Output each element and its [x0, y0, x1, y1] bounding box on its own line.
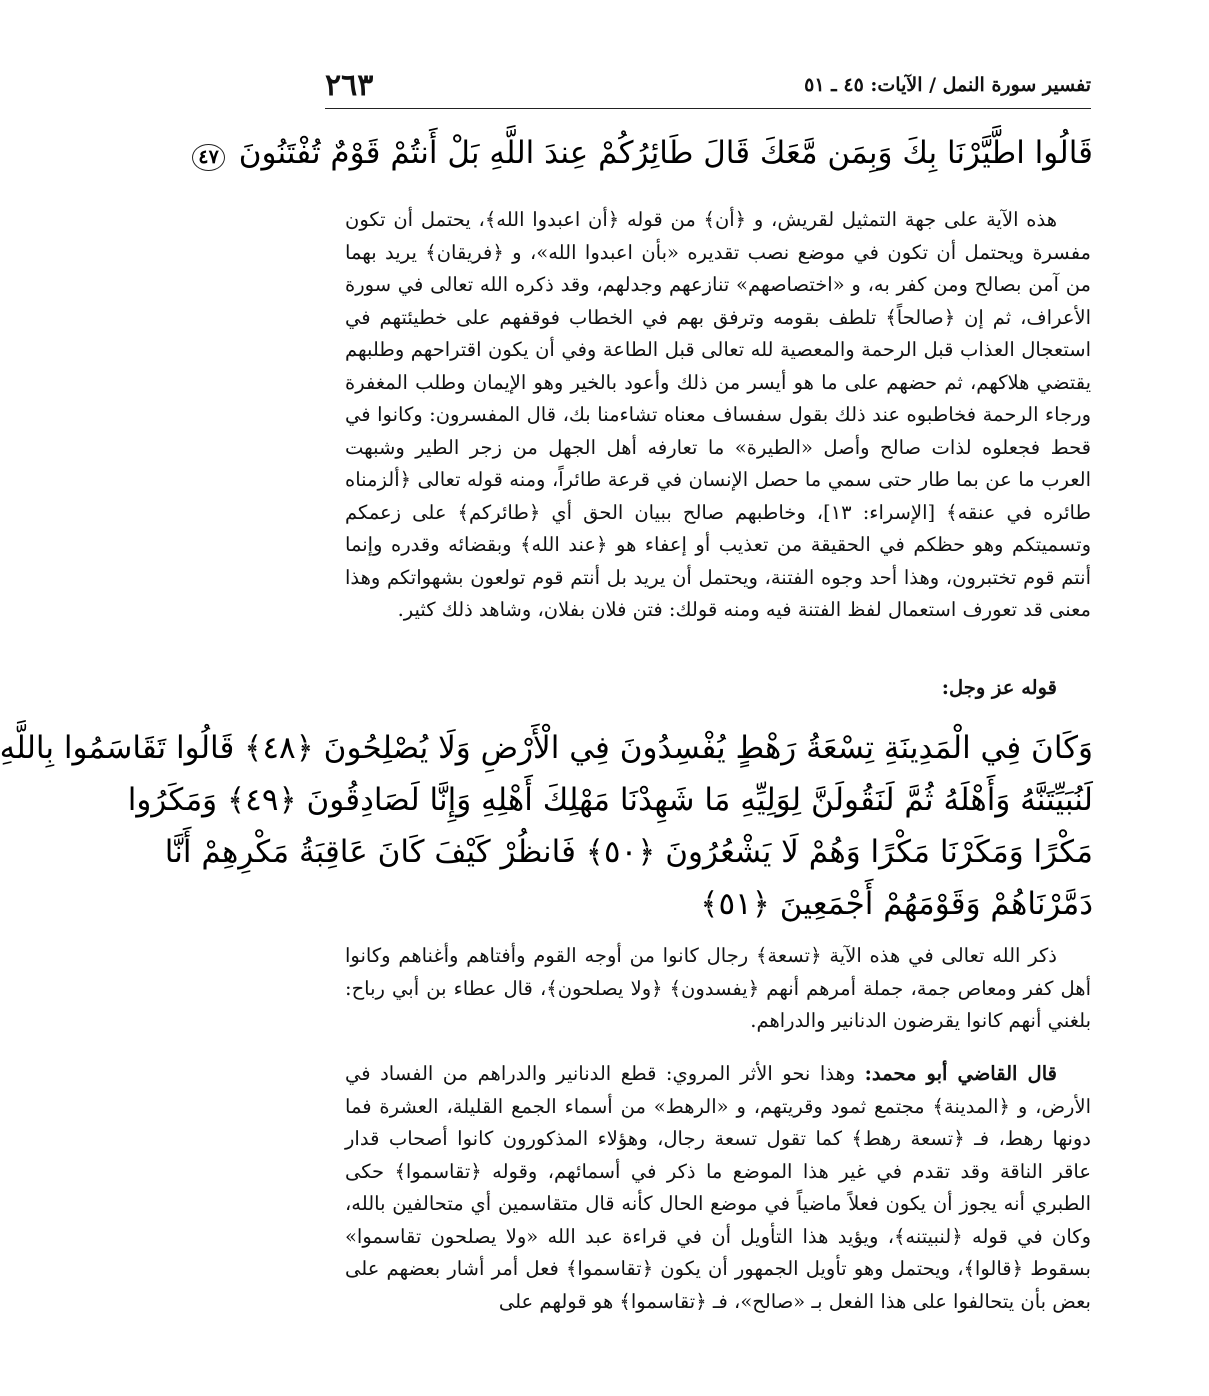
paragraph-text: وهذا نحو الأثر المروي: قطع الدنانير والدراهم من الفساد في الأرض، و ﴿المدينة﴾ مجتمع ثمود وقريتهم، و «الرهط» من أسماء الجمع القليلة، العشرة فما دونها رهط، فـ ﴿تسعة رهط﴾ كما تقول تسعة رجال، وهؤلاء المذكورون كانوا أصحاب قدار عاقر الناقة وقد تقدم في غير هذا الموضع ما ذكر في أسمائهم، وقوله ﴿تقاسموا﴾ حكى الطبري أنه يجوز أن يكون فعلاً ماضياً في موضع الحال كأنه قال متقاسمين أي متحالفين بالله، وكان في قوله ﴿لنبيتنه﴾، ويؤيد هذا التأويل أن في قراءة عبد الله «ولا يصلحون تقاسموا» بسقوط ﴿قالوا﴾، ويحتمل وهو تأويل الجمهور أن يكون ﴿تقاسموا﴾ فعل أمر أشار بعضهم على بعض بأن يتحالفوا على هذا الفعل بـ «صالح»، فـ ﴿تقاسموا﴾ هو قولهم على	[345, 1062, 1091, 1313]
verse-text: قَالُوا اطَّيَّرْنَا بِكَ وَبِمَن مَّعَكَ قَالَ طَائِرُكُمْ عِندَ اللَّهِ بَلْ أَنتُمْ قَوْمٌ تُفْتَنُونَ	[238, 135, 1093, 171]
speaker-label: قال القاضي أبو محمد:	[864, 1062, 1057, 1085]
verse-number-marker: ٤٧	[192, 144, 225, 171]
verse-line: دَمَّرْنَاهُمْ وَقَوْمَهُمْ أَجْمَعِينَ ﴿٥١﴾	[700, 886, 1093, 922]
page-header	[325, 68, 1091, 109]
section-intro: قوله عز وجل:	[941, 676, 1057, 699]
commentary-paragraph: هذه الآية على جهة التمثيل لقريش، و ﴿أن﴾ من قوله ﴿أن اعبدوا الله﴾، يحتمل أن تكون مفسرة ويحتمل أن تكون في موضع نصب تقديره «بأن اعبدوا الله»، و ﴿فريقان﴾ يريد بهما من آمن بصالح ومن كفر به، و «اختصاصهم» تنازعهم وجدلهم، وقد ذكره الله تعالى في سورة الأعراف، ثم إن ﴿صالحاً﴾ تلطف بقومه وترفق بهم في الخطاب فوقفهم على خطيئتهم في استعجال العذاب قبل الرحمة والمعصية لله تعالى قبل الطاعة وفي أن يكون اقتراحهم وطلبهم يقتضي هلاكهم، ثم حضهم على ما هو أيسر من ذلك وأعود بالخير وهو الإيمان وطلب المغفرة ورجاء الرحمة فخاطبوه عند ذلك بقول سفساف معناه تشاءمنا بك، قال المفسرون: وكانوا في قحط فجعلوه لذات صالح وأصل «الطيرة» ما تعارفه أهل الجهل من زجر الطير وشبهت العرب ما عن بما طار حتى سمي ما حصل الإنسان في قرعة طائراً، ومنه قوله تعالى ﴿ألزمناه طائره في عنقه﴾ [الإسراء: ١٣]، وخاطبهم صالح ببيان الحق أي ﴿طائركم﴾ على زعمكم وتسميتكم وهو حظكم في الحقيقة من تعذيب أو إعفاء هو ﴿عند الله﴾ وبقضائه وقدره وإنما أنتم قوم تختبرون، وهذا أحد وجوه الفتنة، ويحتمل أن يريد بل أنتم قوم تولعون بشهواتكم وهذا معنى قد تعورف استعمال لفظ الفتنة فيه ومنه قولك: فتن فلان بفلان، وشاهد ذلك كثير.	[345, 208, 1091, 621]
quran-verses-48-51	[0, 722, 1093, 930]
commentary-paragraph: ذكر الله تعالى في هذه الآية ﴿تسعة﴾ رجال كانوا من أوجه القوم وأفتاهم وأغناهم وكانوا أهل كفر ومعاص جمة، جملة أمرهم أنهم ﴿يفسدون﴾ ﴿ولا يصلحون﴾، قال عطاء بن أبي رباح: بلغني أنهم كانوا يقرضون الدنانير والدراهم.	[345, 944, 1091, 1032]
quran-verse-47	[198, 122, 1093, 184]
commentary-paragraph	[345, 1058, 1091, 1318]
verse-line: مَكْرًا وَمَكَرْنَا مَكْرًا وَهُمْ لَا يَشْعُرُونَ ﴿٥٠﴾ فَانظُرْ كَيْفَ كَانَ عَاقِبَةُ مَكْرِهِمْ أَنَّا	[164, 834, 1093, 870]
verse-line: لَنُبَيِّتَنَّهُ وَأَهْلَهُ ثُمَّ لَنَقُولَنَّ لِوَلِيِّهِ مَا شَهِدْنَا مَهْلِكَ أَهْلِهِ وَإِنَّا لَصَادِقُونَ ﴿٤٩﴾ وَمَكَرُوا	[127, 782, 1093, 818]
page-number: ٢٦٣	[325, 68, 381, 103]
verse-line: وَكَانَ فِي الْمَدِينَةِ تِسْعَةُ رَهْطٍ يُفْسِدُونَ فِي الْأَرْضِ وَلَا يُصْلِحُونَ ﴿٤٨﴾ قَالُوا تَقَاسَمُوا بِاللَّهِ	[0, 730, 1093, 766]
running-title: تفسير سورة النمل / الآيات: ٤٥ ـ ٥١	[804, 74, 1091, 96]
